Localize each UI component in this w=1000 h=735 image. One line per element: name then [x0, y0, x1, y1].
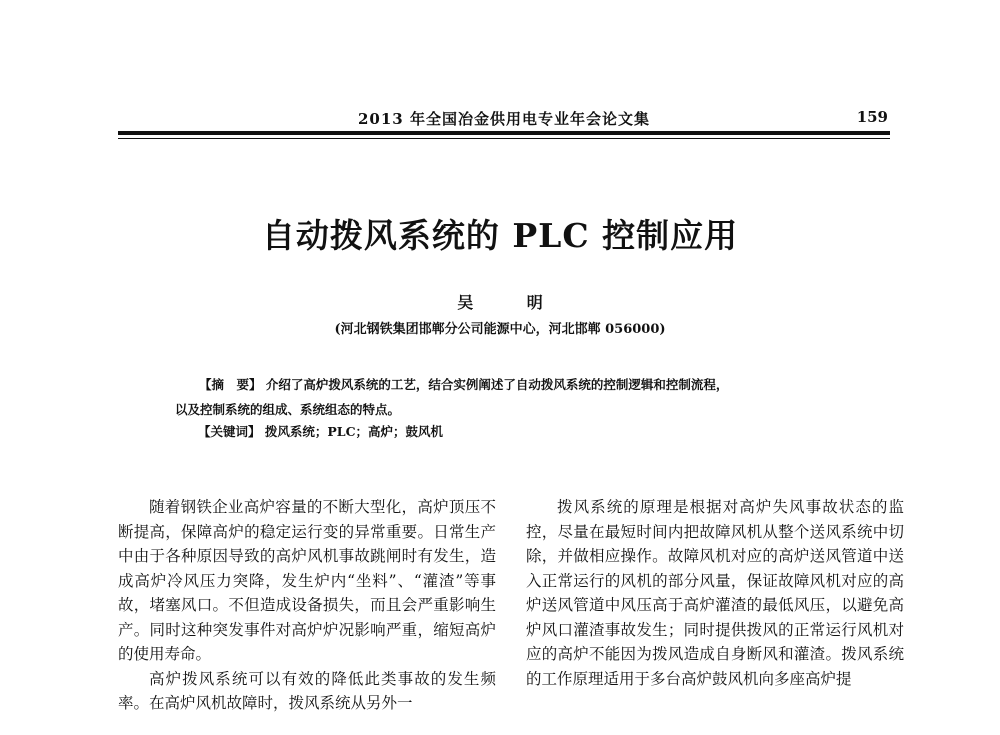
- running-title: 2013 年全国冶金供用电专业年会论文集: [358, 110, 650, 128]
- body-paragraph: 高炉拨风系统可以有效的降低此类事故的发生频率。在高炉风机故障时，拨风系统从另外一: [118, 669, 496, 712]
- abstract-text-1: 介绍了高炉拨风系统的工艺，结合实例阐述了自动拨风系统的控制逻辑和控制流程，: [265, 377, 729, 392]
- keywords-label: 【关键词】: [198, 424, 261, 439]
- abstract-label: 【摘 要】: [199, 377, 262, 392]
- body-column-left: [118, 495, 496, 716]
- abstract: [175, 372, 875, 422]
- abstract-text-2: 以及控制系统的组成、系统组态的特点。: [175, 402, 401, 417]
- body-paragraph: 随着钢铁企业高炉容量的不断大型化，高炉顶压不断提高，保障高炉的稳定运行变的异常重要。日常生产中由于各种原因导致的高炉风机事故跳闸时有发生，造成高炉冷风压力突降，发生炉内“坐料”、“灌渣”等事故，堵塞风口。不但造成设备损失，而且会严重影响生产。同时这种突发事件对高炉炉况影响严重，缩短高炉的使用寿命。: [118, 498, 496, 663]
- body-paragraph: 拨风系统的原理是根据对高炉失风事故状态的监控，尽量在最短时间内把故障风机从整个送风系统中切除，并做相应操作。故障风机对应的高炉送风管道中送入正常运行的风机的部分风量，保证故障风机对应的高炉送风管道中风压高于高炉灌渣的最低风压，以避免高炉风口灌渣事故发生；同时提供拨风的正常运行风机对应的高炉不能因为拨风造成自身断风和灌渣。拨风系统的工作原理适用于多台高炉鼓风机向多座高炉提: [526, 498, 904, 688]
- body-column-right: [526, 495, 904, 691]
- author-affiliation: (河北钢铁集团邯郸分公司能源中心，河北邯郸 056000): [334, 322, 666, 337]
- abstract-line-1: [175, 372, 875, 397]
- page-number: 159: [856, 108, 888, 126]
- keywords: [198, 422, 878, 442]
- running-header: [118, 108, 890, 130]
- author-name: 吴 明: [457, 293, 567, 312]
- paper-title: 自动拨风系统的 PLC 控制应用: [261, 216, 739, 255]
- header-rule-thick: [118, 131, 890, 135]
- keywords-text: 拨风系统；PLC；高炉；鼓风机: [264, 424, 444, 439]
- header-rule-thin: [118, 138, 890, 139]
